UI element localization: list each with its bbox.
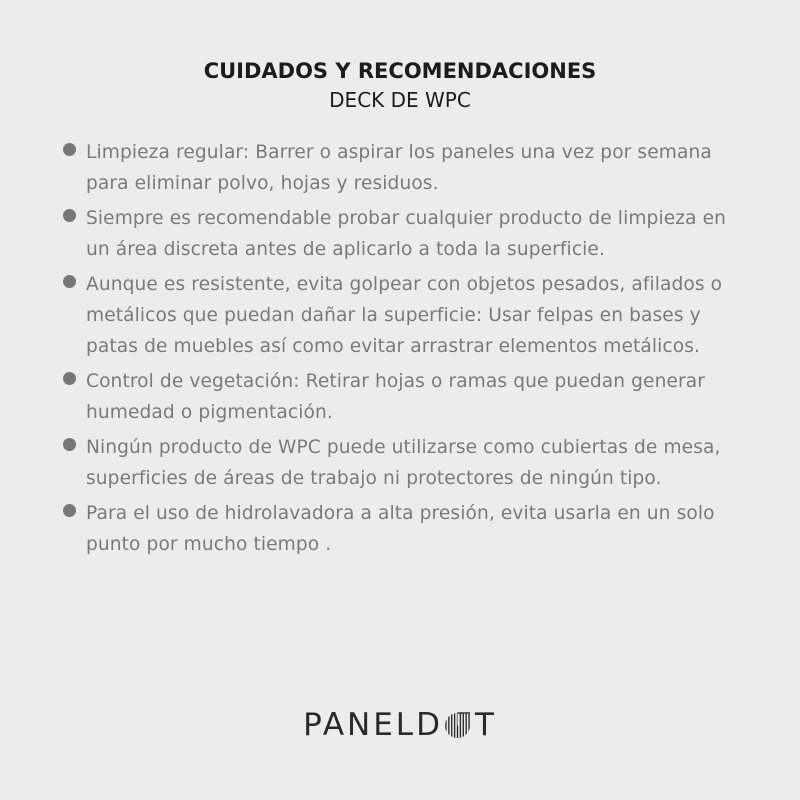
page-title: CUIDADOS Y RECOMENDACIONES: [203, 59, 597, 83]
bullet-icon: [63, 504, 76, 517]
bullet-icon: [63, 438, 76, 451]
bullet-icon: [63, 209, 76, 222]
list-item: [60, 137, 740, 199]
striped-circle-icon: [444, 711, 471, 740]
list-item-text: Control de vegetación: Retirar hojas o ramas que puedan generar humedad o pigmentación.: [86, 371, 705, 423]
logo-text-start: PANELD: [303, 707, 443, 743]
bullet-icon: [63, 372, 76, 385]
list-item: [60, 432, 740, 494]
logo-text-end: T: [474, 707, 497, 743]
list-item-text: Ningún producto de WPC puede utilizarse como cubiertas de mesa, superficies de áreas de trabajo ni protectores de ningún tipo.: [86, 437, 721, 489]
list-item-text: Siempre es recomendable probar cualquier producto de limpieza en un área discreta antes de aplicarlo a toda la superficie.: [86, 208, 727, 260]
list-item-text: Aunque es resistente, evita golpear con objetos pesados, afilados o metálicos que puedan dañar la superficie: Usar felpas en bases y patas de muebles así como evitar arrastrar elementos metálicos.: [86, 274, 723, 357]
list-item-text: Limpieza regular: Barrer o aspirar los paneles una vez por semana para eliminar polvo, hojas y residuos.: [86, 142, 712, 194]
logo-wordmark: [303, 705, 497, 745]
bullet-icon: [63, 275, 76, 288]
list-item: [60, 498, 740, 560]
bullet-icon: [63, 143, 76, 156]
list-item-text: Para el uso de hidrolavadora a alta presión, evita usarla en un solo punto por mucho tiempo .: [86, 503, 715, 555]
page-subtitle: DECK DE WPC: [329, 88, 471, 112]
recommendations-list: [60, 137, 740, 564]
brand-logo: [0, 705, 800, 745]
list-item: [60, 203, 740, 265]
list-item: [60, 269, 740, 362]
list-item: [60, 366, 740, 428]
